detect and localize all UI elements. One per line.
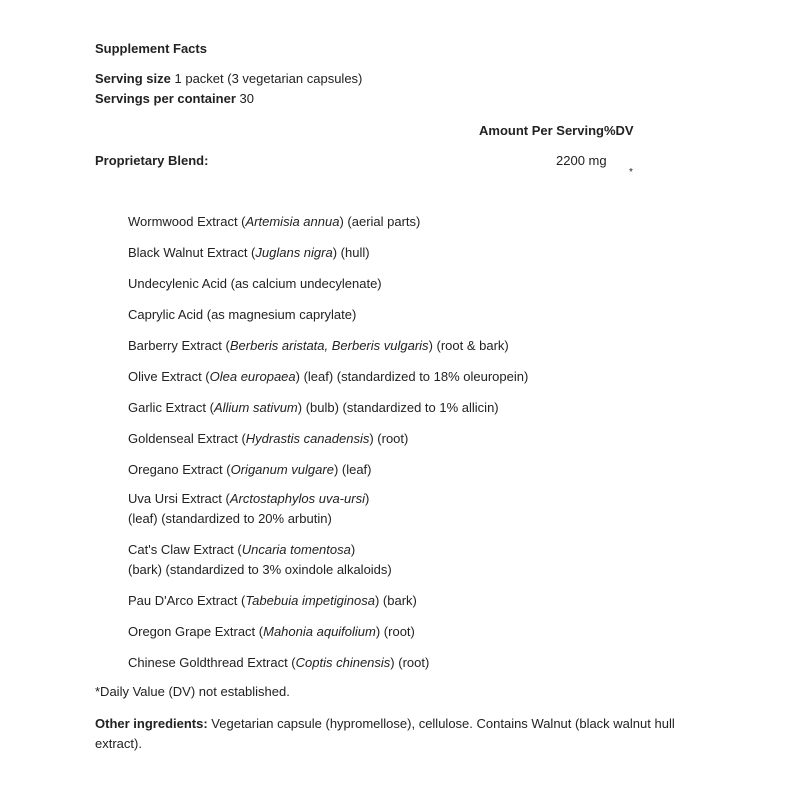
ingredient-latin-name: Tabebuia impetiginosa (245, 593, 375, 608)
amount-header: Amount Per Serving (479, 123, 604, 138)
serving-size (95, 71, 362, 87)
servings-per-container (95, 91, 254, 107)
ingredient-name: Undecylenic Acid (as calcium undecylenate) (128, 276, 382, 291)
ingredient-row (128, 622, 415, 642)
ingredient-detail-line2: (leaf) (standardized to 20% arbutin) (128, 511, 332, 526)
ingredient-row (128, 591, 417, 611)
servings-per-container-label: Servings per container (95, 91, 236, 106)
ingredient-latin-name: Berberis aristata, Berberis vulgaris (229, 338, 429, 353)
serving-size-label: Serving size (95, 71, 171, 86)
ingredient-latin-name: Arctostaphylos uva-ursi (229, 491, 365, 506)
ingredient-row (128, 336, 509, 356)
ingredient-name: Wormwood Extract ( (128, 214, 246, 229)
ingredient-row (128, 398, 499, 418)
ingredient-detail: ) (leaf) (standardized to 18% oleuropein) (295, 369, 529, 384)
ingredient-row (128, 212, 420, 232)
servings-per-container-value: 30 (239, 91, 254, 106)
ingredient-row (128, 653, 429, 673)
ingredient-latin-name: Allium sativum (213, 400, 298, 415)
ingredient-row (128, 460, 372, 480)
ingredient-latin-name: Artemisia annua (245, 214, 340, 229)
blend-dv: * (629, 167, 633, 178)
ingredient-detail: ) (root & bark) (428, 338, 509, 353)
ingredient-detail: ) (hull) (332, 245, 370, 260)
ingredient-detail-line2: (bark) (standardized to 3% oxindole alkaloids) (128, 562, 392, 577)
ingredient-latin-name: Origanum vulgare (230, 462, 334, 477)
other-ingredients (95, 714, 735, 754)
ingredient-latin-name: Juglans nigra (255, 245, 333, 260)
ingredient-row (128, 540, 392, 580)
ingredient-detail: ) (aerial parts) (339, 214, 421, 229)
other-ingredients-text-2: extract). (95, 736, 142, 751)
footnote: *Daily Value (DV) not established. (95, 684, 290, 699)
other-ingredients-text: Vegetarian capsule (hypromellose), cellulose. Contains Walnut (black walnut hull (207, 716, 675, 731)
ingredient-name: Garlic Extract ( (128, 400, 214, 415)
ingredient-name: Oregon Grape Extract ( (128, 624, 264, 639)
blend-amount: 2200 mg (556, 153, 607, 168)
ingredient-detail: ) (root) (390, 655, 430, 670)
ingredient-name: Barberry Extract ( (128, 338, 230, 353)
ingredient-detail: ) (364, 491, 370, 506)
ingredient-row (128, 305, 356, 325)
other-ingredients-label: Other ingredients: (95, 716, 208, 731)
ingredient-detail: ) (leaf) (333, 462, 372, 477)
ingredient-row (128, 489, 369, 529)
ingredient-name: Black Walnut Extract ( (128, 245, 256, 260)
ingredient-name: Pau D'Arco Extract ( (128, 593, 246, 608)
ingredient-latin-name: Coptis chinensis (295, 655, 391, 670)
ingredient-row (128, 243, 370, 263)
ingredient-name: Cat's Claw Extract ( (128, 542, 242, 557)
column-headers (479, 123, 634, 139)
ingredient-detail: ) (root) (369, 431, 409, 446)
ingredient-detail: ) (bulb) (standardized to 1% allicin) (297, 400, 499, 415)
ingredient-latin-name: Hydrastis canadensis (245, 431, 370, 446)
ingredient-latin-name: Olea europaea (209, 369, 296, 384)
ingredient-name: Caprylic Acid (as magnesium caprylate) (128, 307, 357, 322)
ingredient-name: Olive Extract ( (128, 369, 210, 384)
ingredient-detail: ) (root) (375, 624, 415, 639)
ingredient-detail: ) (350, 542, 356, 557)
ingredient-name: Oregano Extract ( (128, 462, 231, 477)
ingredient-name: Goldenseal Extract ( (128, 431, 246, 446)
ingredient-row (128, 429, 408, 449)
ingredient-row (128, 274, 382, 294)
dv-header: %DV (603, 123, 634, 138)
panel-title: Supplement Facts (95, 41, 207, 56)
ingredient-name: Uva Ursi Extract ( (128, 491, 230, 506)
serving-size-value: 1 packet (3 vegetarian capsules) (174, 71, 363, 86)
ingredient-name: Chinese Goldthread Extract ( (128, 655, 296, 670)
blend-name: Proprietary Blend: (95, 153, 209, 168)
ingredient-latin-name: Mahonia aquifolium (263, 624, 376, 639)
ingredient-detail: ) (bark) (374, 593, 417, 608)
ingredient-latin-name: Uncaria tomentosa (241, 542, 351, 557)
ingredient-row (128, 367, 528, 387)
